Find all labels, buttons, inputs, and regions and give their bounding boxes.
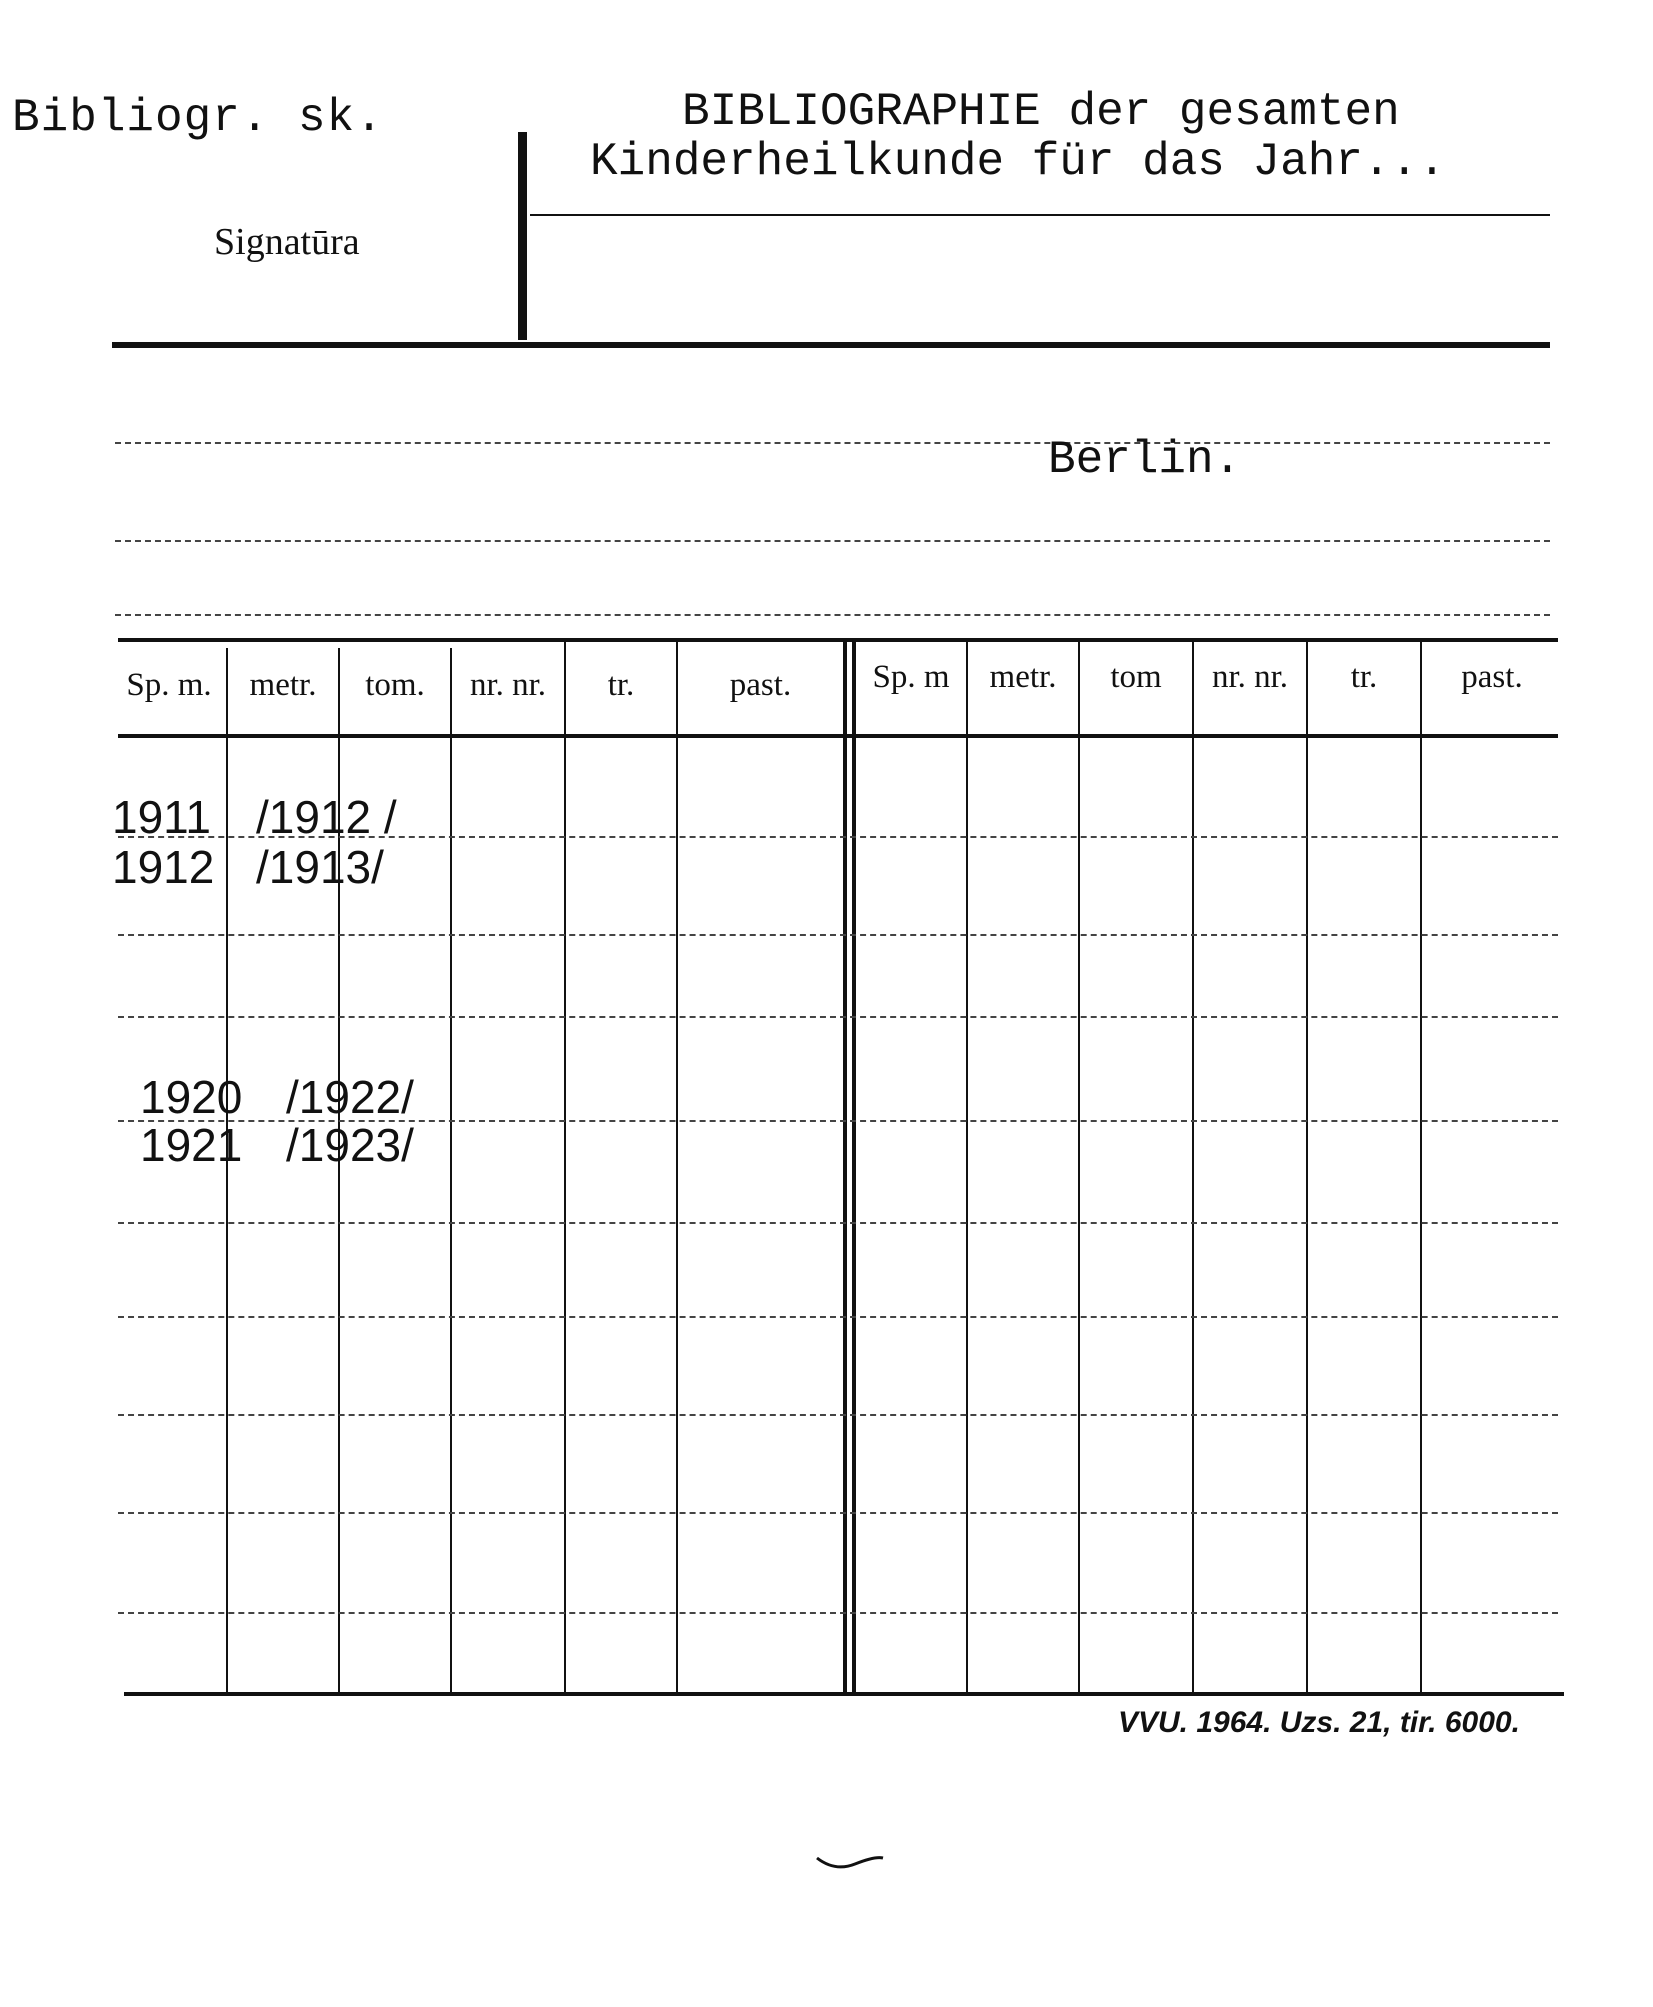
header-metr-left: metr. [249,667,317,703]
entry-metr: /1923/ [286,1119,414,1171]
center-double-line [852,640,856,1692]
header-metr-right: metr. [989,659,1057,695]
printer-imprint: VVU. 1964. Uzs. 21, tir. 6000. [1118,1706,1520,1739]
header-nr-left: nr. nr. [469,667,547,703]
header-sp-m-left: Sp. m. [126,667,212,703]
title-line-1: BIBLIOGRAPHIE der gesamten [682,86,1400,138]
header-sp-m-right: Sp. m [872,659,950,695]
row-line [118,1512,1558,1514]
squiggle-mark [815,1852,885,1876]
header-tom-right: tom [1110,659,1162,695]
row-line [118,1316,1558,1318]
col-line [966,640,968,1692]
col-line [1306,640,1308,1692]
entry-sp-m: 1920 [140,1071,243,1123]
row-line [118,934,1558,936]
table-bottom-rule [124,1692,1564,1696]
signature-label: Signatūra [214,221,360,263]
header-tr-right: tr. [1350,659,1378,695]
entry-sp-m: 1921 [140,1119,243,1171]
place-of-publication: Berlin. [1048,434,1242,486]
row-line [118,1612,1558,1614]
shelf-mark: Bibliogr. sk. [12,92,384,144]
entry-metr: /1912 / [256,791,397,843]
col-line [1078,640,1080,1692]
col-line [450,648,452,1692]
header-past-right: past. [1461,659,1523,695]
col-line [564,640,566,1692]
table-header-rule [118,734,1558,738]
entry-sp-m: 1912 [112,841,215,893]
table-top-rule [118,638,1558,642]
center-double-line [843,640,847,1692]
row-line [118,1222,1558,1224]
title-line-2: Kinderheilkunde für das Jahr... [590,136,1446,188]
entry-sp-m: 1911 [112,791,211,843]
col-line [676,640,678,1692]
entry-metr: /1922/ [286,1071,414,1123]
header-tr-left: tr. [607,667,635,703]
header-nr-right: nr. nr. [1211,659,1289,695]
col-line [1192,640,1194,1692]
entry-metr: /1913/ [256,841,384,893]
row-line [118,1016,1558,1018]
header-tom-left: tom. [365,667,425,703]
header-past-left: past. [729,667,792,703]
row-line [118,1414,1558,1416]
col-line [1420,640,1422,1692]
